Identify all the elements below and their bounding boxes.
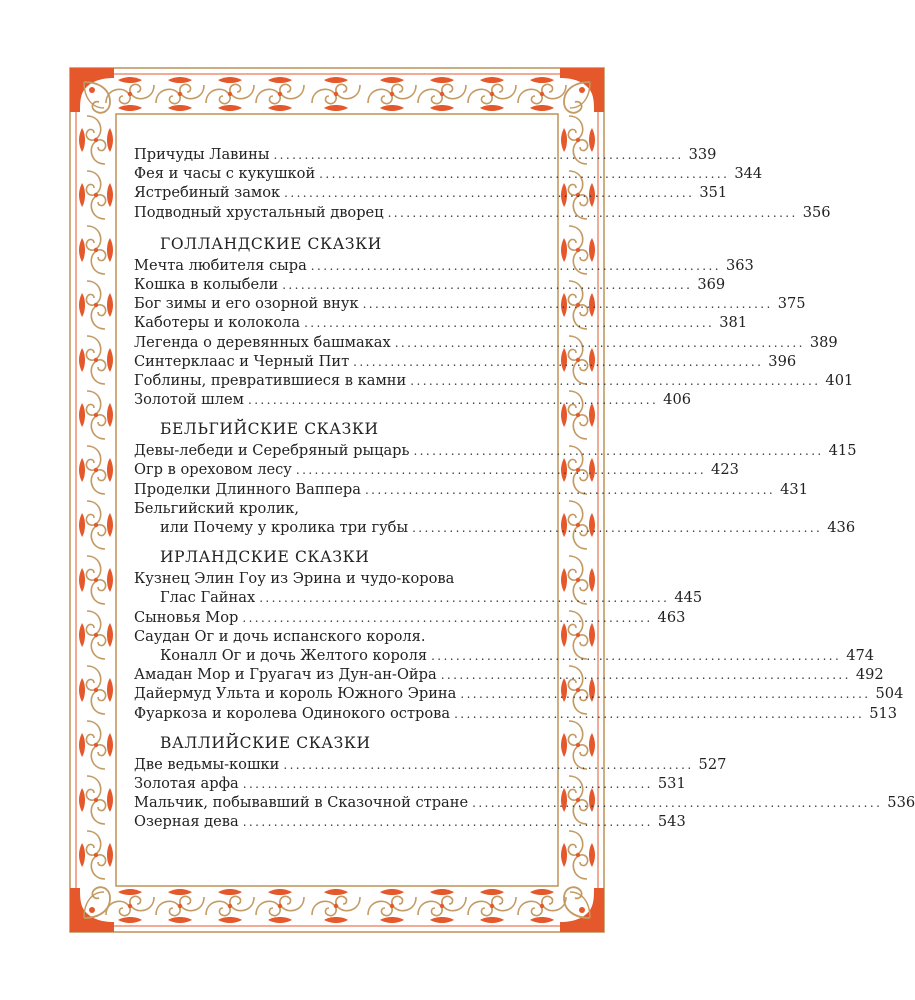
toc-dutch-group: [134, 256, 854, 410]
toc-entry[interactable]: Подводный хрустальный дворец .................................................................. 356: [134, 203, 831, 221]
toc-entry-line1[interactable]: Саудан Ог и дочь испанского короля.: [134, 627, 426, 645]
toc-irish-group: [134, 569, 904, 723]
section-heading-belgian: БЕЛЬГИЙСКИЕ СКАЗКИ: [160, 420, 379, 439]
section-heading-irish: ИРЛАНДСКИЕ СКАЗКИ: [160, 548, 370, 567]
section-heading-dutch: ГОЛЛАНДСКИЕ СКАЗКИ: [160, 234, 382, 253]
toc-entry[interactable]: Мальчик, побывавший в Сказочной стране .................................................................. 536: [134, 794, 915, 812]
table-of-contents: [134, 145, 915, 831]
toc-entry[interactable]: Фуаркоза и королева Одинокого острова .................................................................. 513: [134, 704, 898, 722]
toc-entry[interactable]: Мечта любителя сыра .................................................................. 363: [134, 256, 754, 274]
toc-entry[interactable]: Проделки Длинного Ваппера .................................................................. 431: [134, 480, 808, 498]
toc-entry[interactable]: Кошка в колыбели .................................................................. 369: [134, 275, 726, 293]
toc-entry[interactable]: Озерная дева .................................................................. 543: [134, 813, 686, 831]
toc-entry[interactable]: Девы-лебеди и Серебряный рыцарь .................................................................. 415: [134, 442, 857, 460]
toc-belgian-group: [134, 441, 857, 537]
toc-entry[interactable]: Дайермуд Ульта и король Южного Эрина .................................................................. 504: [134, 685, 904, 703]
toc-entry[interactable]: Огр в ореховом лесу .................................................................. 423: [134, 461, 739, 479]
toc-entry[interactable]: Причуды Лавины .................................................................. 339: [134, 146, 717, 163]
toc-entry[interactable]: Золотой шлем .................................................................. 406: [134, 391, 692, 409]
toc-entry[interactable]: Две ведьмы-кошки .................................................................. 527: [134, 755, 727, 773]
toc-entry-line2[interactable]: Глас Гайнах .................................................................. 445: [160, 589, 703, 607]
toc-entry[interactable]: Амадан Мор и Груагач из Дун-ан-Ойра .................................................................. 492: [134, 666, 884, 684]
toc-entry[interactable]: Ястребиный замок .................................................................. 351: [134, 184, 728, 202]
toc-entry[interactable]: Сыновья Мор .................................................................. 463: [134, 608, 686, 626]
toc-entry[interactable]: Золотая арфа .................................................................. 531: [134, 774, 686, 792]
toc-entry[interactable]: Гоблины, превратившиеся в камни .................................................................. 401: [134, 371, 854, 389]
section-heading-welsh: ВАЛЛИЙСКИЕ СКАЗКИ: [160, 733, 371, 752]
toc-entry[interactable]: Каботеры и колокола .................................................................. 381: [134, 314, 748, 332]
toc-top-group: [134, 145, 831, 222]
toc-entry-line1[interactable]: Бельгийский кролик,: [134, 499, 300, 517]
toc-entry[interactable]: Синтерклаас и Черный Пит .................................................................. 396: [134, 352, 797, 370]
toc-entry-line1[interactable]: Кузнец Элин Гоу из Эрина и чудо-корова: [134, 570, 455, 588]
toc-welsh-group: [134, 755, 915, 832]
toc-entry[interactable]: Бог зимы и его озорной внук .................................................................. 375: [134, 295, 806, 313]
toc-entry-line2[interactable]: или Почему у кролика три губы .................................................................. 436: [160, 519, 856, 536]
toc-entry[interactable]: Легенда о деревянных башмаках .................................................................. 389: [134, 333, 838, 351]
toc-entry[interactable]: Фея и часы с кукушкой .................................................................. 344: [134, 165, 763, 183]
toc-entry-line2[interactable]: Коналл Ог и дочь Желтого короля .................................................................. 474: [160, 646, 875, 664]
